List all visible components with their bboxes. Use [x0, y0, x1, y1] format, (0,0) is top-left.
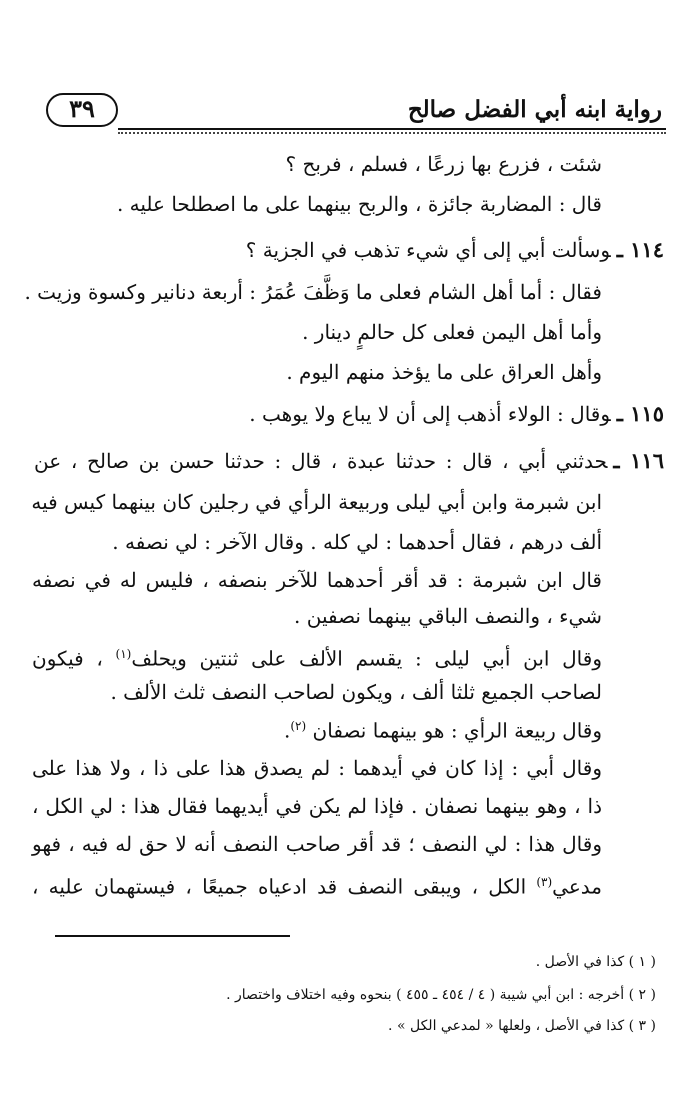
running-header-title: رواية ابنه أبي الفضل صالح [407, 96, 662, 123]
text-line: شئت ، فزرع بها زرعًا ، فسلم ، فربح ؟ [285, 152, 602, 176]
text-segment: . [284, 718, 291, 743]
numbered-entry-114 [34, 236, 664, 264]
header-rule [118, 128, 666, 130]
text-line: وقال : الولاء أذهب إلى أن لا يباع ولا يوهب . [249, 402, 611, 426]
footnote-1: ( ١ ) كذا في الأصل . [535, 954, 656, 970]
entry-number: ١١٥ ـ [616, 401, 664, 426]
entry-number: ١١٦ ـ [613, 448, 664, 473]
footnote-2: ( ٢ ) أخرجه : ابن أبي شيبة ( ٤ / ٤٥٤ ـ ٤٥٥ ) بنحوه وفيه اختلاف واختصار . [226, 987, 656, 1003]
text-line: شيء ، والنصف الباقي بينهما نصفين . [294, 604, 602, 628]
text-line: ذا ، وهو بينهما نصفان . فإذا لم يكن في أيديهما فقال هذا : لي الكل ، [32, 794, 602, 818]
header-dotted-rule [118, 132, 666, 134]
text-line: ألف درهم ، فقال أحدهما : لي كله . وقال الآخر : لي نصفه . [112, 530, 602, 554]
text-line: قال ابن شبرمة : قد أقر أحدهما للآخر بنصفه ، فليس له في نصفه [32, 568, 602, 592]
text-line: قال : المضاربة جائزة ، والربح بينهما على ما اصطلحا عليه . [116, 192, 602, 216]
entry-number: ١١٤ ـ [616, 237, 664, 262]
page-number-badge: ٣٩ [46, 93, 118, 127]
text-line: ابن شبرمة وابن أبي ليلى وربيعة الرأي في رجلين كان بينهما كيس فيه [31, 490, 602, 514]
text-line: لصاحب الجميع ثلثا ألف ، ويكون لصاحب النصف ثلث الألف . [110, 680, 602, 704]
text-line-with-note [32, 640, 602, 673]
text-segment: ، فيكون [32, 646, 103, 671]
text-line: وسألت أبي إلى أي شيء تذهب في الجزية ؟ [245, 238, 611, 262]
footnote-3: ( ٣ ) كذا في الأصل ، ولعلها « لمدعي الكل » . [388, 1018, 656, 1034]
note-marker: (٣) [536, 875, 553, 889]
text-line-with-note [32, 868, 602, 901]
note-marker: (٢) [290, 719, 307, 733]
text-segment: الكل ، ويبقى النصف قد ادعياه جميعًا ، فيستهمان عليه ، [32, 874, 527, 899]
text-segment: مدعي [552, 874, 602, 899]
text-line: وقال أبي : إذا كان في أيدهما : لم يصدق هذا على ذا ، ولا هذا على [32, 756, 602, 780]
text-line: وأما أهل اليمن فعلى كل حالمٍ دينار . [302, 320, 602, 344]
text-line: وأهل العراق على ما يؤخذ منهم اليوم . [286, 360, 602, 384]
numbered-entry-115 [34, 400, 664, 428]
text-segment: وقال ابن أبي ليلى : يقسم الألف على ثنتين ويحلف [131, 646, 602, 671]
text-line: وقال هذا : لي النصف ؛ قد أقر صاحب النصف أنه لا حق له فيه ، فهو [32, 832, 602, 856]
footnote-separator [55, 935, 290, 937]
numbered-entry-116 [34, 447, 664, 475]
text-line: فقال : أما أهل الشام فعلى ما وَظَّفَ عُمَرُ : أربعة دنانير وكسوة وزيت . [24, 280, 602, 304]
text-segment: وقال ربيعة الرأي : هو بينهما نصفان [312, 718, 602, 743]
note-marker: (١) [115, 647, 132, 661]
text-line: حدثني أبي ، قال : حدثنا عبدة ، قال : حدثنا حسن بن صالح ، عن [34, 449, 608, 473]
text-line-with-note [32, 712, 602, 745]
